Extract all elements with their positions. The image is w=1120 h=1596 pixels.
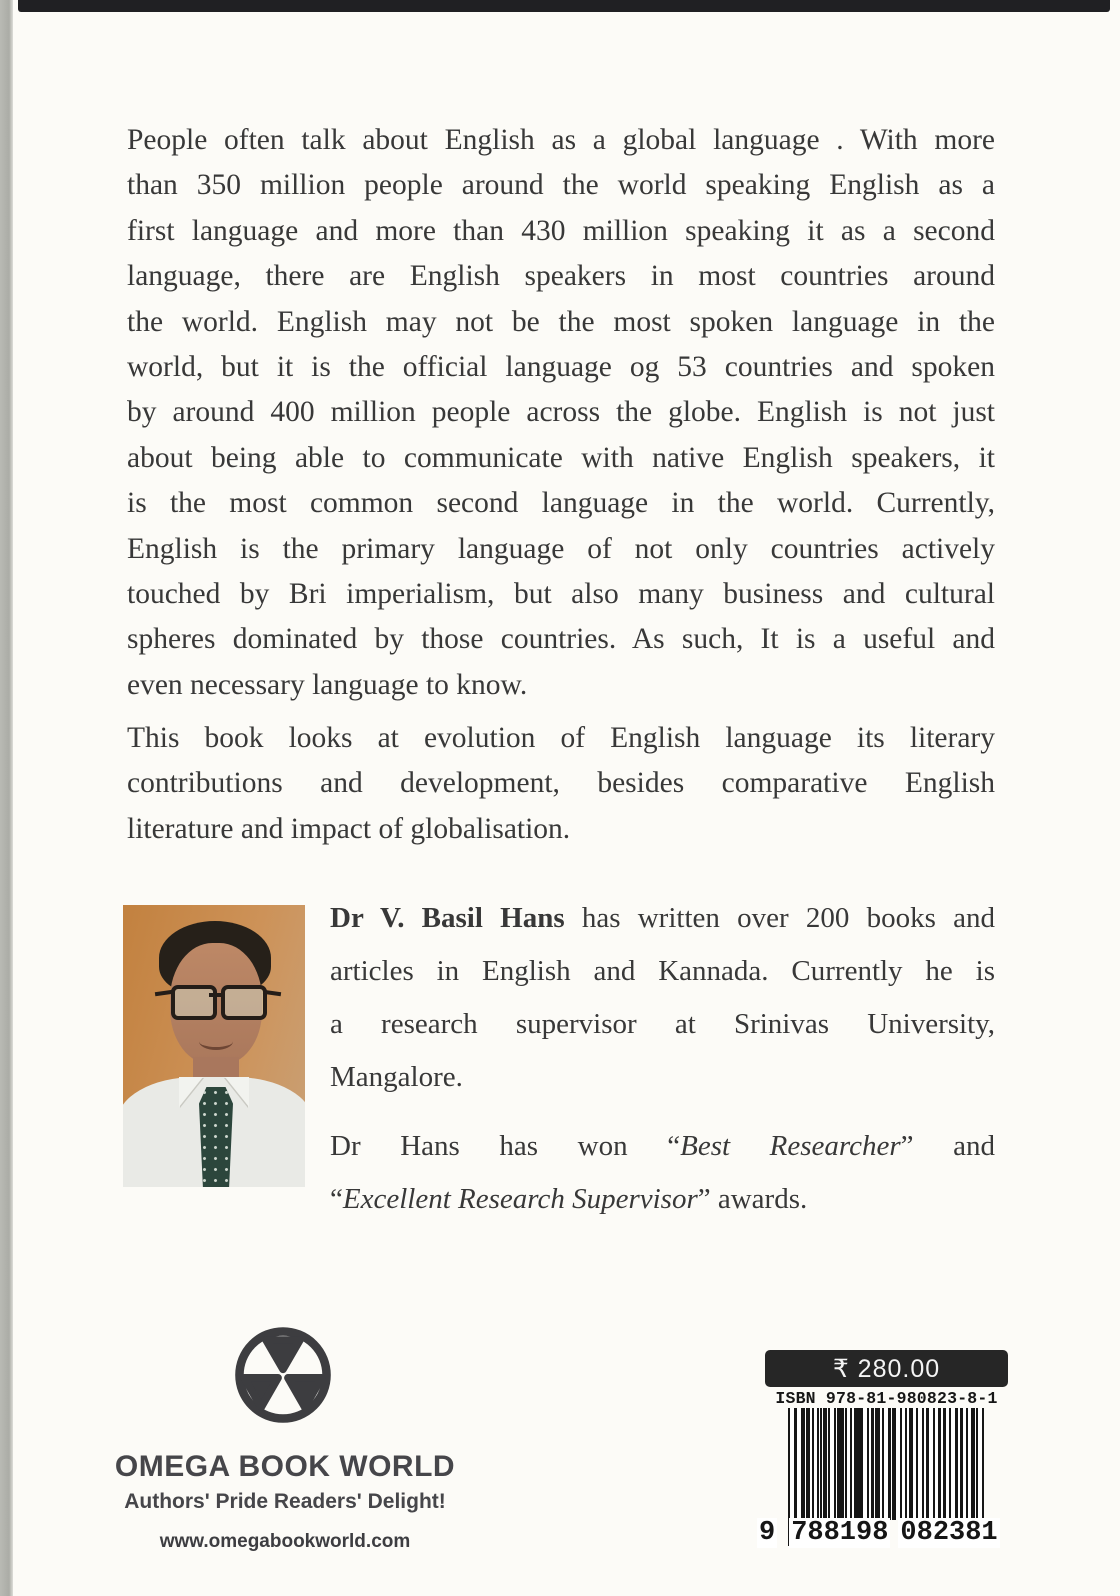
about-book-paragraph (127, 716, 995, 852)
scan-left-edge (0, 0, 13, 1596)
text-segment: Best Researcher (680, 1130, 901, 1162)
text-line: English is the primary language of not only countries actively (127, 532, 995, 565)
text-line: contributions and development, besides comparative English (127, 767, 995, 800)
isbn-label: ISBN 978-81-980823-8-1 (775, 1389, 998, 1408)
text-line: touched by Bri imperialism, but also many business and cultural (127, 578, 995, 611)
glasses-lens-left (171, 985, 217, 1020)
text-segment: Mangalore. (330, 1061, 463, 1093)
text-line: People often talk about English as a global language . With more (127, 124, 995, 156)
price-band (765, 1350, 1008, 1387)
text-segment: Dr V. Basil Hans (330, 902, 565, 934)
text-line (330, 1120, 995, 1173)
scan-right-edge (1107, 0, 1120, 1596)
author-photo (123, 905, 305, 1187)
text-line (330, 945, 995, 998)
text-line: is the most common second language in the world. Currently, (127, 487, 995, 520)
publisher-website: www.omegabookworld.com (159, 1531, 411, 1552)
author-tie (199, 1087, 233, 1187)
barcode-digit-group: 082381 (900, 1518, 998, 1548)
text-line: the world. English may not be the most spoken language in the (127, 305, 995, 338)
text-line: even necessary language to know. (127, 668, 528, 701)
text-line: world, but it is the official language og 53 countries and spoken (127, 351, 995, 384)
text-segment: a research supervisor at Srinivas University, (330, 1008, 995, 1040)
text-line: spheres dominated by those countries. As such, It is a useful and (127, 623, 995, 656)
scan-top-edge (18, 0, 1110, 12)
author-awards-paragraph (330, 1120, 995, 1226)
glasses-bridge (209, 993, 223, 997)
publisher-name: OMEGA BOOK WORLD (114, 1450, 456, 1483)
price-label: ₹ 280.00 (832, 1354, 941, 1383)
text-line: than 350 million people around the world speaking English as a (127, 169, 995, 202)
glasses-lens-right (221, 985, 267, 1020)
text-line: literature and impact of globalisation. (127, 812, 571, 845)
barcode-digit-group: 9 (759, 1518, 776, 1548)
text-line: This book looks at evolution of English language its literary (127, 722, 995, 754)
text-segment: articles in English and Kannada. Currently he is (330, 955, 995, 987)
text-line: language, there are English speakers in most countries around (127, 260, 995, 293)
text-line: about being able to communicate with native English speakers, it (127, 441, 995, 474)
text-line (330, 892, 995, 945)
text-line: by around 400 million people across the globe. English is not just (127, 396, 995, 429)
text-line (330, 1173, 995, 1226)
barcode-digits (757, 1518, 1003, 1548)
text-segment: has written over 200 books and (564, 902, 995, 934)
publisher-tagline: Authors' Pride Readers' Delight! (124, 1490, 446, 1513)
text-line: first language and more than 430 million speaking it as a second (127, 214, 995, 247)
text-segment: “ (330, 1183, 343, 1215)
text-segment: Excellent Research Supervisor (342, 1183, 698, 1215)
text-segment: ” and (900, 1130, 995, 1162)
text-segment: Dr Hans has won “ (330, 1130, 681, 1162)
shirt-collar-left (179, 1077, 203, 1107)
author-smile (199, 1033, 233, 1050)
barcode-digit-group: 788198 (791, 1518, 889, 1548)
text-line (330, 998, 995, 1051)
author-bio-paragraph (330, 892, 995, 1104)
text-line (330, 1051, 995, 1104)
synopsis-paragraph (127, 118, 995, 708)
publisher-logo-trefoil-icon (230, 1322, 336, 1428)
text-segment: ” awards. (697, 1183, 808, 1215)
